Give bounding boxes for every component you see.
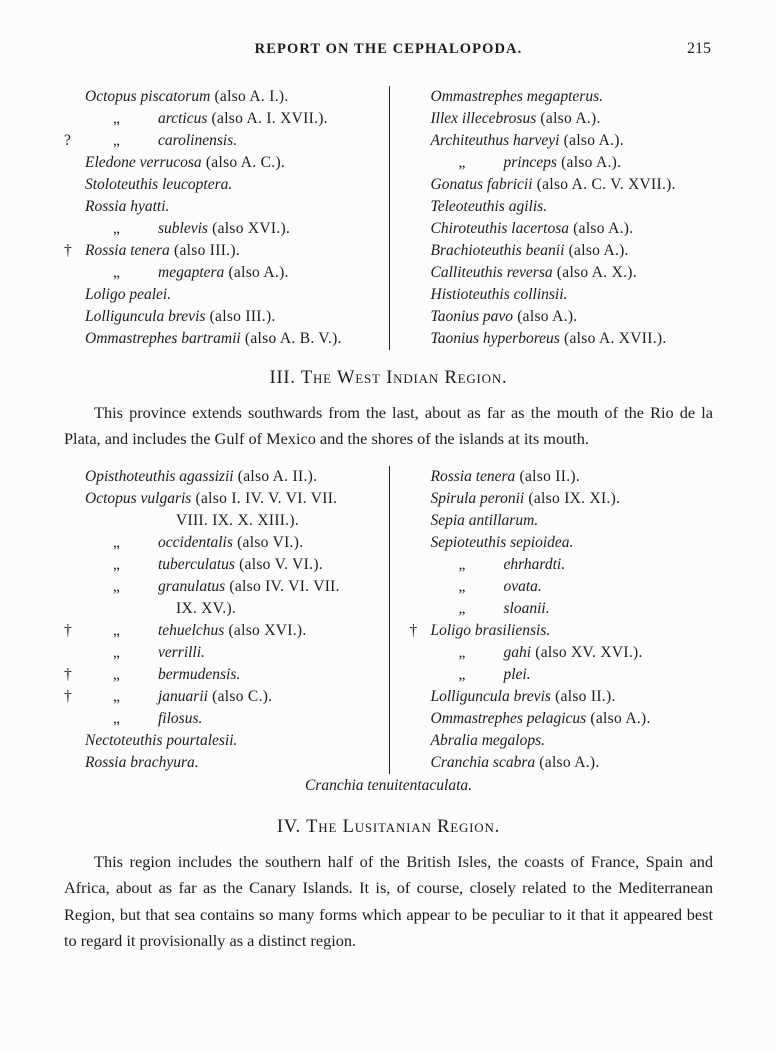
species-name: Taonius pavo bbox=[430, 308, 514, 325]
species-name: Rossia tenera bbox=[430, 467, 516, 485]
species-name: Gonatus fabricii bbox=[430, 176, 533, 193]
species-entry bbox=[64, 532, 389, 554]
entry-marker: † bbox=[409, 621, 418, 639]
species-name: Nectoteuthis pourtalesii. bbox=[85, 731, 238, 749]
species-entry bbox=[64, 664, 389, 686]
species-name: ovata. bbox=[503, 577, 542, 595]
species-entry bbox=[64, 262, 389, 284]
species-note: (also IV. VI. VII. bbox=[225, 577, 340, 595]
species-name: Ommastrephes bartramii bbox=[85, 330, 241, 347]
species-name: Eledone verrucosa bbox=[85, 154, 202, 171]
species-note: (also VI.). bbox=[232, 533, 304, 551]
ditto-mark: „ bbox=[113, 665, 120, 683]
species-name: gahi bbox=[503, 643, 532, 661]
species-entry-centered: Cranchia tenuitentaculata. bbox=[304, 776, 473, 794]
species-column-right bbox=[389, 86, 714, 350]
species-name: Rossia brachyura. bbox=[85, 753, 199, 771]
species-name: carolinensis. bbox=[158, 132, 238, 149]
species-name: Stoloteuthis leucoptera. bbox=[85, 176, 233, 193]
species-note: (also A. I. XVII.). bbox=[207, 110, 328, 127]
species-name: Taonius hyperboreus bbox=[430, 330, 560, 347]
species-name: tuberculatus bbox=[158, 555, 235, 573]
ditto-mark: „ bbox=[113, 577, 120, 595]
species-note: (also A.). bbox=[569, 220, 634, 237]
species-note: (also A.). bbox=[556, 154, 622, 171]
species-name: Octopus vulgaris bbox=[85, 489, 192, 507]
species-list-west-indian bbox=[64, 466, 713, 774]
species-entry bbox=[64, 284, 389, 306]
species-entry bbox=[64, 708, 389, 730]
species-note: (also II.). bbox=[515, 467, 581, 485]
ditto-mark: „ bbox=[458, 599, 466, 617]
species-column-right bbox=[389, 466, 714, 774]
ditto-mark: „ bbox=[458, 154, 466, 171]
species-name: Spirula peronii bbox=[430, 489, 525, 507]
species-entry bbox=[410, 466, 714, 488]
species-name: ehrhardti. bbox=[503, 555, 566, 573]
species-name: Histioteuthis collinsii. bbox=[430, 286, 568, 303]
species-entry bbox=[64, 306, 389, 328]
species-entry bbox=[410, 510, 714, 532]
ditto-mark: „ bbox=[458, 577, 466, 595]
species-name: verrilli. bbox=[158, 643, 205, 661]
species-name: Chiroteuthis lacertosa bbox=[430, 220, 569, 237]
species-entry bbox=[410, 152, 714, 174]
species-name: Loligo pealei. bbox=[85, 286, 172, 303]
species-name: Lolliguncula brevis bbox=[430, 687, 551, 705]
species-entry bbox=[64, 730, 389, 752]
species-note: (also XVI.). bbox=[207, 220, 291, 237]
species-note: (also III.). bbox=[169, 242, 240, 259]
species-note: (also A.). bbox=[564, 242, 629, 259]
species-entry bbox=[64, 240, 389, 262]
species-column-left bbox=[64, 86, 389, 350]
ditto-mark: „ bbox=[458, 665, 466, 683]
species-note: (also A.). bbox=[536, 110, 601, 127]
species-name: Ommastrephes megapterus. bbox=[430, 88, 603, 105]
ditto-mark: „ bbox=[113, 132, 120, 149]
entry-marker: † bbox=[64, 242, 72, 259]
species-entry bbox=[64, 576, 389, 598]
species-name: tehuelchus bbox=[158, 621, 225, 639]
species-entry bbox=[410, 642, 714, 664]
entry-marker: ? bbox=[64, 132, 71, 149]
species-entry bbox=[64, 642, 389, 664]
species-entry bbox=[410, 240, 714, 262]
species-entry bbox=[410, 708, 714, 730]
species-entry bbox=[410, 532, 714, 554]
species-list-first bbox=[64, 86, 713, 350]
paragraph-west-indian: This province extends southwards from the last, about as far as the mouth of the Rio de la Plata, and includes the Gulf of Mexico and the shores of the islands at its mouth. bbox=[64, 403, 713, 449]
species-entry bbox=[64, 554, 389, 576]
species-entry bbox=[410, 108, 714, 130]
ditto-mark: „ bbox=[113, 621, 120, 639]
species-note: (also A.). bbox=[224, 264, 289, 281]
entry-marker: † bbox=[64, 687, 72, 705]
species-entry bbox=[64, 328, 389, 350]
ditto-mark: „ bbox=[113, 709, 120, 727]
page-number: 215 bbox=[687, 40, 711, 57]
species-note: (also A. X.). bbox=[552, 264, 637, 281]
species-entry bbox=[410, 262, 714, 284]
species-column-left bbox=[64, 466, 389, 774]
species-entry bbox=[64, 218, 389, 240]
species-note: (also V. VI.). bbox=[234, 555, 323, 573]
ditto-mark: „ bbox=[113, 687, 120, 705]
species-note: (also IX. XI.). bbox=[524, 489, 621, 507]
species-name: Sepia antillarum. bbox=[430, 511, 539, 529]
species-name: Octopus piscatorum bbox=[85, 88, 211, 105]
species-note: (also A. C. V. XVII.). bbox=[532, 176, 676, 193]
species-entry bbox=[410, 174, 714, 196]
species-entry bbox=[64, 152, 389, 174]
species-name: megaptera bbox=[158, 264, 225, 281]
species-note: (also XV. XVI.). bbox=[531, 643, 643, 661]
species-name: Opisthoteuthis agassizii bbox=[85, 467, 234, 485]
species-note: (also C.). bbox=[207, 687, 273, 705]
ditto-mark: „ bbox=[113, 220, 120, 237]
species-note: (also A.). bbox=[559, 132, 624, 149]
paragraph-lusitanian: This region includes the southern half of the British Isles, the coasts of France, Spain and Africa, about as far as the Canary Islands. It is, of course, closely related to the Mediterranean Region, but that sea contains so many forms which appear to be peculiar to it that it appeared best to regard it provisionally as a distinct region. bbox=[64, 852, 713, 951]
species-note: (also A. C.). bbox=[201, 154, 286, 171]
species-name: sloanii. bbox=[503, 599, 550, 617]
species-note-continuation: IX. XV.). bbox=[176, 599, 237, 617]
species-note-continuation: VIII. IX. X. XIII.). bbox=[176, 511, 300, 529]
species-note: (also A.). bbox=[513, 308, 578, 325]
species-name: sublevis bbox=[158, 220, 208, 237]
species-name: Sepioteuthis sepioidea. bbox=[430, 533, 574, 551]
species-name: Illex illecebrosus bbox=[430, 110, 537, 127]
species-entry bbox=[64, 466, 389, 488]
species-entry bbox=[410, 620, 714, 642]
species-entry bbox=[64, 620, 389, 642]
species-entry bbox=[410, 664, 714, 686]
species-entry bbox=[64, 108, 389, 130]
species-name: bermudensis. bbox=[158, 665, 241, 683]
species-entry bbox=[410, 130, 714, 152]
entry-marker: † bbox=[64, 665, 72, 683]
species-name: Rossia hyatti. bbox=[85, 198, 170, 215]
species-note: (also A.). bbox=[535, 753, 600, 771]
species-name: Calliteuthis reversa bbox=[430, 264, 553, 281]
species-entry bbox=[64, 488, 389, 510]
ditto-mark: „ bbox=[113, 110, 120, 127]
ditto-mark: „ bbox=[458, 643, 466, 661]
species-name: januarii bbox=[158, 687, 208, 705]
species-note: (also A. XVII.). bbox=[559, 330, 667, 347]
species-name: Architeuthus harveyi bbox=[430, 132, 560, 149]
species-note: (also III.). bbox=[205, 308, 276, 325]
species-name: plei. bbox=[503, 665, 531, 683]
species-name: Abralia megalops. bbox=[430, 731, 546, 749]
section-heading-lusitanian: IV. The Lusitanian Region. bbox=[276, 817, 501, 838]
ditto-mark: „ bbox=[458, 555, 466, 573]
species-entry bbox=[410, 196, 714, 218]
species-entry bbox=[64, 174, 389, 196]
species-name: Rossia tenera bbox=[85, 242, 170, 259]
ditto-mark: „ bbox=[113, 533, 120, 551]
section-heading-west-indian: III. The West Indian Region. bbox=[269, 368, 508, 388]
species-name: Ommastrephes pelagicus bbox=[430, 709, 587, 727]
species-entry bbox=[410, 86, 714, 108]
species-name: Lolliguncula brevis bbox=[85, 308, 206, 325]
species-note: (also A. B. V.). bbox=[240, 330, 342, 347]
species-note: (also I. IV. V. VI. VII. bbox=[191, 489, 338, 507]
ditto-mark: „ bbox=[113, 555, 120, 573]
species-entry bbox=[410, 306, 714, 328]
species-name: Teleoteuthis agilis. bbox=[430, 198, 548, 215]
species-entry bbox=[64, 196, 389, 218]
species-note: (also II.). bbox=[550, 687, 616, 705]
species-entry bbox=[410, 752, 714, 774]
entry-marker: † bbox=[64, 621, 72, 639]
species-name: granulatus bbox=[158, 577, 226, 595]
ditto-mark: „ bbox=[113, 264, 120, 281]
species-entry bbox=[410, 598, 714, 620]
species-name: arcticus bbox=[158, 110, 208, 127]
species-entry bbox=[410, 554, 714, 576]
species-entry bbox=[410, 328, 714, 350]
species-entry bbox=[410, 730, 714, 752]
ditto-mark: „ bbox=[113, 643, 120, 661]
species-note: (also A. I.). bbox=[210, 88, 289, 105]
species-name: princeps bbox=[503, 154, 557, 171]
species-name: filosus. bbox=[158, 709, 203, 727]
species-note: (also A.). bbox=[586, 709, 651, 727]
species-entry bbox=[64, 686, 389, 708]
species-entry bbox=[64, 752, 389, 774]
species-entry bbox=[410, 576, 714, 598]
species-name: Cranchia scabra bbox=[430, 753, 536, 771]
species-name: occidentalis bbox=[158, 533, 233, 551]
species-note: (also A. II.). bbox=[233, 467, 318, 485]
species-entry bbox=[64, 86, 389, 108]
species-name: Brachioteuthis beanii bbox=[430, 242, 565, 259]
species-entry bbox=[410, 284, 714, 306]
species-entry bbox=[64, 130, 389, 152]
species-entry bbox=[410, 218, 714, 240]
species-note: (also XVI.). bbox=[224, 621, 307, 639]
page-header bbox=[64, 40, 713, 60]
species-entry bbox=[410, 488, 714, 510]
species-name: Loligo brasiliensis. bbox=[430, 621, 551, 639]
running-title: REPORT ON THE CEPHALOPODA. bbox=[254, 41, 523, 57]
species-entry bbox=[410, 686, 714, 708]
